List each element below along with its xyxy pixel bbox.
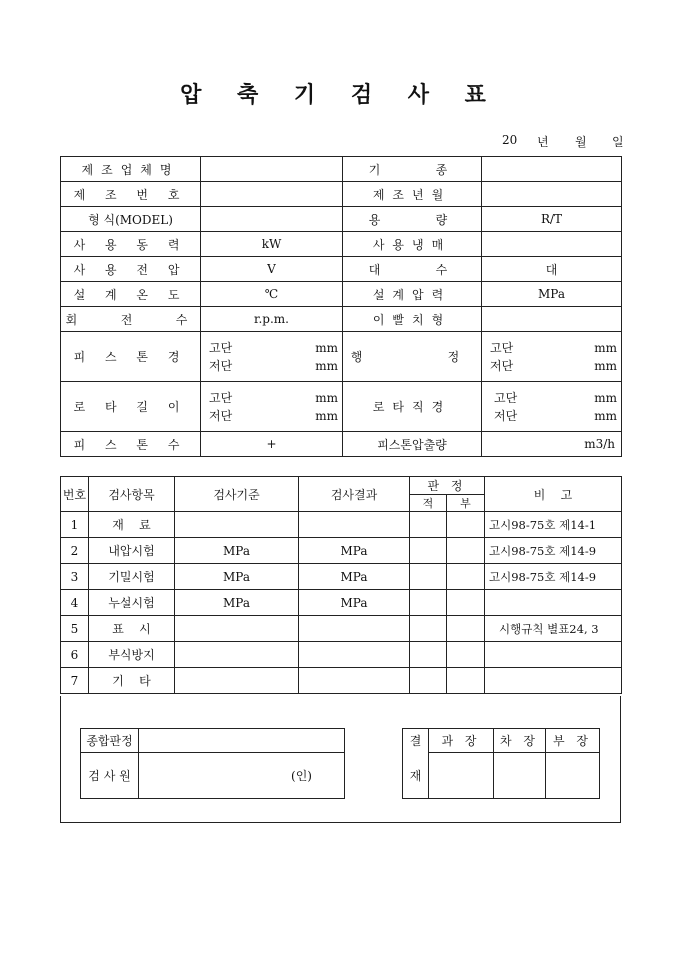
row-pass-check[interactable] bbox=[410, 538, 447, 564]
header-standard: 검사기준 bbox=[175, 477, 299, 512]
label-displacement: 피스톤압출량 bbox=[343, 432, 482, 457]
inspector-label: 검 사 원 bbox=[81, 753, 139, 799]
header-result: 검사결과 bbox=[299, 477, 410, 512]
header-remarks: 비 고 bbox=[485, 477, 622, 512]
label-rotor-length: 로 타 길 이 bbox=[61, 382, 201, 432]
label-model-type: 기 종 bbox=[343, 157, 482, 182]
value-tooth-profile[interactable] bbox=[482, 307, 622, 332]
low-stage-label: 저단 bbox=[494, 408, 518, 423]
label-manufacturer: 제조업체명 bbox=[61, 157, 201, 182]
value-refrigerant[interactable] bbox=[482, 232, 622, 257]
row-remarks bbox=[485, 668, 622, 694]
row-standard[interactable] bbox=[175, 642, 299, 668]
info-row bbox=[61, 232, 622, 257]
row-pass-check[interactable] bbox=[410, 642, 447, 668]
row-item: 표 시 bbox=[89, 616, 175, 642]
label-model: 형 식(MODEL) bbox=[61, 207, 201, 232]
document-title: 압 축 기 검 사 표 bbox=[180, 82, 500, 108]
unit-mm: mm bbox=[594, 390, 617, 405]
value-voltage[interactable]: V bbox=[201, 257, 343, 282]
info-row bbox=[61, 182, 622, 207]
row-no: 6 bbox=[61, 642, 89, 668]
high-stage-label: 고단 bbox=[490, 340, 514, 355]
row-no: 4 bbox=[61, 590, 89, 616]
value-model-type[interactable] bbox=[482, 157, 622, 182]
approval-deputy: 차 장 bbox=[494, 729, 546, 753]
header-item: 검사항목 bbox=[89, 477, 175, 512]
label-mfg-date: 제조년월 bbox=[343, 182, 482, 207]
row-standard[interactable] bbox=[175, 512, 299, 538]
info-row bbox=[61, 257, 622, 282]
info-row bbox=[61, 157, 622, 182]
overall-judgement-label: 종합판정 bbox=[81, 729, 139, 753]
value-capacity[interactable]: R/T bbox=[482, 207, 622, 232]
value-design-pressure[interactable]: MPa bbox=[482, 282, 622, 307]
header-pass: 적 bbox=[410, 495, 447, 512]
approval-sign-deputy[interactable] bbox=[494, 753, 546, 799]
value-mfg-date[interactable] bbox=[482, 182, 622, 207]
row-item: 내압시험 bbox=[89, 538, 175, 564]
unit-mm: mm bbox=[315, 340, 338, 355]
row-fail-check[interactable] bbox=[447, 564, 485, 590]
table-row bbox=[61, 512, 622, 538]
row-result[interactable]: MPa bbox=[299, 564, 410, 590]
label-refrigerant: 사용냉매 bbox=[343, 232, 482, 257]
unit-mm: mm bbox=[594, 408, 617, 423]
unit-mm: mm bbox=[594, 358, 617, 373]
info-row bbox=[61, 207, 622, 232]
approval-director: 부 장 bbox=[546, 729, 600, 753]
low-stage-label: 저단 bbox=[490, 358, 514, 373]
info-row bbox=[61, 382, 622, 432]
label-power: 사 용 동 력 bbox=[61, 232, 201, 257]
row-remarks: 고시98-75호 제14-9 bbox=[485, 564, 622, 590]
row-standard[interactable] bbox=[175, 668, 299, 694]
label-design-temp: 설 계 온 도 bbox=[61, 282, 201, 307]
value-rotor-length[interactable] bbox=[201, 382, 343, 432]
row-fail-check[interactable] bbox=[447, 616, 485, 642]
inspection-table bbox=[60, 476, 622, 694]
label-piston-dia: 피 스 톤 경 bbox=[61, 332, 201, 382]
table-row bbox=[61, 538, 622, 564]
high-stage-label: 고단 bbox=[209, 340, 233, 355]
row-fail-check[interactable] bbox=[447, 538, 485, 564]
row-fail-check[interactable] bbox=[447, 512, 485, 538]
row-item: 기밀시험 bbox=[89, 564, 175, 590]
row-result[interactable]: MPa bbox=[299, 590, 410, 616]
label-units: 대 수 bbox=[343, 257, 482, 282]
info-table bbox=[60, 156, 622, 457]
table-row bbox=[61, 590, 622, 616]
row-no: 5 bbox=[61, 616, 89, 642]
row-pass-check[interactable] bbox=[410, 564, 447, 590]
row-result[interactable] bbox=[299, 616, 410, 642]
row-item: 누설시험 bbox=[89, 590, 175, 616]
label-design-pressure: 설계압력 bbox=[343, 282, 482, 307]
value-piston-count[interactable]: + bbox=[201, 432, 343, 457]
row-remarks bbox=[485, 642, 622, 668]
row-pass-check[interactable] bbox=[410, 512, 447, 538]
overall-judgement-value[interactable] bbox=[139, 729, 345, 753]
unit-mm: mm bbox=[315, 358, 338, 373]
row-no: 3 bbox=[61, 564, 89, 590]
row-item: 기 타 bbox=[89, 668, 175, 694]
label-rotor-dia: 로타직경 bbox=[343, 382, 482, 432]
value-model[interactable] bbox=[201, 207, 343, 232]
row-remarks: 고시98-75호 제14-9 bbox=[485, 538, 622, 564]
date-day-label: 일 bbox=[612, 135, 624, 149]
header-fail: 부 bbox=[447, 495, 485, 512]
label-tooth-profile: 이빨치형 bbox=[343, 307, 482, 332]
overall-judgement-table bbox=[80, 728, 345, 799]
value-rotor-dia[interactable] bbox=[482, 382, 622, 432]
date-year-label: 년 bbox=[537, 135, 549, 149]
unit-mm: mm bbox=[315, 408, 338, 423]
row-item: 부식방지 bbox=[89, 642, 175, 668]
row-pass-check[interactable] bbox=[410, 616, 447, 642]
date-year: 20 bbox=[502, 133, 518, 147]
row-fail-check[interactable] bbox=[447, 642, 485, 668]
value-design-temp[interactable]: ℃ bbox=[201, 282, 343, 307]
row-remarks: 고시98-75호 제14-1 bbox=[485, 512, 622, 538]
label-serial: 제 조 번 호 bbox=[61, 182, 201, 207]
value-power[interactable]: kW bbox=[201, 232, 343, 257]
label-voltage: 사 용 전 압 bbox=[61, 257, 201, 282]
value-manufacturer[interactable] bbox=[201, 157, 343, 182]
approval-section-chief: 과 장 bbox=[429, 729, 494, 753]
row-standard[interactable]: MPa bbox=[175, 564, 299, 590]
info-row bbox=[61, 332, 622, 382]
info-row bbox=[61, 432, 622, 457]
unit-mm: mm bbox=[594, 340, 617, 355]
label-stroke: 행 정 bbox=[343, 332, 482, 382]
high-stage-label: 고단 bbox=[209, 390, 233, 405]
row-fail-check[interactable] bbox=[447, 668, 485, 694]
row-result[interactable]: MPa bbox=[299, 538, 410, 564]
approval-table bbox=[402, 728, 600, 799]
header-row bbox=[61, 477, 622, 495]
approval-sign-section-chief[interactable] bbox=[429, 753, 494, 799]
approval-label-top: 결 bbox=[403, 729, 429, 753]
unit-mm: mm bbox=[315, 390, 338, 405]
info-row bbox=[61, 307, 622, 332]
date-month-label: 월 bbox=[575, 135, 587, 149]
label-capacity: 용 량 bbox=[343, 207, 482, 232]
row-remarks: 시행규칙 별표24, 3 bbox=[485, 616, 622, 642]
row-standard[interactable]: MPa bbox=[175, 590, 299, 616]
approval-sign-director[interactable] bbox=[546, 753, 600, 799]
row-no: 7 bbox=[61, 668, 89, 694]
low-stage-label: 저단 bbox=[209, 408, 233, 423]
row-remarks bbox=[485, 590, 622, 616]
row-standard[interactable] bbox=[175, 616, 299, 642]
row-no: 1 bbox=[61, 512, 89, 538]
header-no: 번호 bbox=[61, 477, 89, 512]
row-result[interactable] bbox=[299, 512, 410, 538]
info-row bbox=[61, 282, 622, 307]
value-piston-dia[interactable] bbox=[201, 332, 343, 382]
value-units[interactable]: 대 bbox=[482, 257, 622, 282]
table-row bbox=[61, 642, 622, 668]
row-pass-check[interactable] bbox=[410, 668, 447, 694]
value-stroke[interactable] bbox=[482, 332, 622, 382]
row-fail-check[interactable] bbox=[447, 590, 485, 616]
value-rpm[interactable]: r.p.m. bbox=[201, 307, 343, 332]
table-row bbox=[61, 616, 622, 642]
label-piston-count: 피 스 톤 수 bbox=[61, 432, 201, 457]
row-result[interactable] bbox=[299, 642, 410, 668]
label-rpm: 회 전 수 bbox=[61, 307, 201, 332]
table-row bbox=[61, 564, 622, 590]
row-standard[interactable]: MPa bbox=[175, 538, 299, 564]
table-row bbox=[61, 668, 622, 694]
row-result[interactable] bbox=[299, 668, 410, 694]
high-stage-label: 고단 bbox=[494, 390, 518, 405]
row-pass-check[interactable] bbox=[410, 590, 447, 616]
row-item: 재 료 bbox=[89, 512, 175, 538]
inspector-seal[interactable]: (인) bbox=[139, 753, 345, 799]
low-stage-label: 저단 bbox=[209, 358, 233, 373]
value-displacement[interactable]: m3/h bbox=[482, 432, 622, 457]
value-serial[interactable] bbox=[201, 182, 343, 207]
row-no: 2 bbox=[61, 538, 89, 564]
approval-label-bottom: 재 bbox=[403, 753, 429, 799]
header-judgement: 판 정 bbox=[410, 477, 485, 495]
